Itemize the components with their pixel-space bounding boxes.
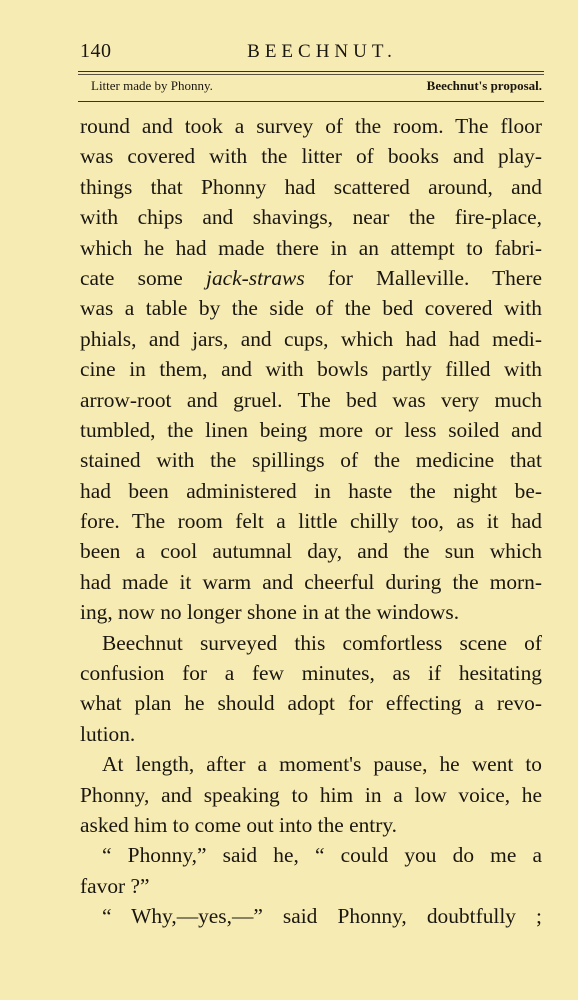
text-segment: which he had made there in an attempt to fabri- [80,235,542,260]
text-segment: arrow-root and gruel. The bed was very much [80,387,542,412]
text-segment: for Malleville. There [304,265,542,290]
header-rule-secondary [78,74,544,75]
text-line [80,354,542,384]
text-segment: At length, after a moment's pause, he went to [102,752,542,777]
page-number: 140 [80,40,112,62]
text-segment: had been administered in haste the night be- [80,478,542,503]
text-line [80,871,542,901]
text-segment: “ Phonny,” said he, “ could you do me a [102,843,542,868]
text-segment: “ Why,—yes,—” said Phonny, doubtfully ; [102,904,542,929]
header-rule [78,71,544,72]
text-line [80,840,542,870]
text-line [80,293,542,323]
text-line [80,385,542,415]
text-segment: confusion for a few minutes, as if hesitating [80,661,542,686]
text-line [80,476,542,506]
text-segment: things that Phonny had scattered around, and [80,174,542,199]
text-segment: asked him to come out into the entry. [80,812,398,837]
text-line [80,141,542,171]
text-segment: favor ?” [80,873,150,898]
text-segment: was a table by the side of the bed covered with [80,296,542,321]
text-line [80,445,542,475]
text-line [80,263,542,293]
emphasized-text: jack-straws [206,265,305,290]
text-segment: round and took a survey of the room. The floor [80,114,542,138]
text-line [80,536,542,566]
text-segment: fore. The room felt a little chilly too, as it had [80,509,542,534]
text-segment: had made it warm and cheerful during the morn- [80,569,542,594]
text-segment: phials, and jars, and cups, which had had medi- [80,326,542,351]
text-segment: what plan he should adopt for effecting a revo- [80,691,542,716]
text-segment: stained with the spillings of the medicine that [80,448,542,473]
text-segment: cate some [80,265,207,290]
text-segment: lution. [80,721,136,746]
text-line [80,111,542,141]
text-line [80,233,542,263]
text-line [80,688,542,718]
text-segment: Phonny, and speaking to him in a low voice, he [80,782,542,807]
text-line [80,415,542,445]
text-line [80,901,542,931]
running-title: BEECHNUT. [247,41,397,62]
margin-note-right: Beechnut's proposal. [426,78,542,93]
margin-note-rule [78,101,544,102]
text-line [80,202,542,232]
text-segment: with chips and shavings, near the fire-place, [80,205,542,230]
text-segment: cine in them, and with bowls partly filled with [80,357,542,382]
text-line [80,749,542,779]
text-line [80,719,542,749]
text-segment: tumbled, the linen being more or less soiled and [80,417,542,442]
text-segment: was covered with the litter of books and play- [80,144,542,169]
text-line [80,810,542,840]
text-line [80,780,542,810]
text-line [80,567,542,597]
body-text [80,111,542,932]
text-segment: ing, now no longer shone in at the windows. [80,600,460,625]
page-header [80,40,542,66]
text-line [80,506,542,536]
text-line [80,172,542,202]
text-line [80,597,542,627]
margin-note-left: Litter made by Phonny. [91,78,213,93]
text-line [80,658,542,688]
text-line [80,324,542,354]
text-segment: been a cool autumnal day, and the sun which [80,539,542,564]
text-segment: Beechnut surveyed this comfortless scene of [102,630,542,655]
text-line [80,628,542,658]
